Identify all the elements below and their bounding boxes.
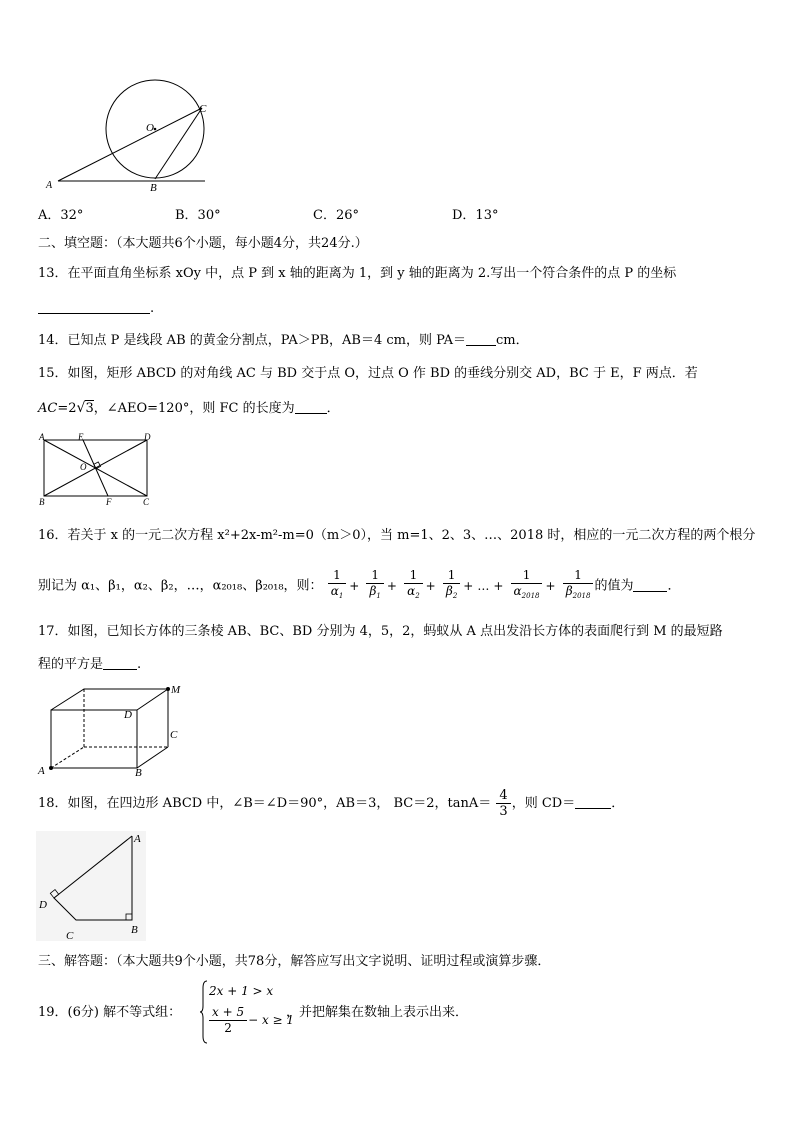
section-fill-in-title: 二、填空题：（本大题共6个小题，每小题4分，共24分.）	[38, 236, 368, 251]
label-b: B	[150, 182, 157, 194]
label-c: C	[143, 497, 150, 507]
rectangle-figure	[36, 430, 161, 510]
hidden-left-edge	[51, 747, 84, 768]
answer-blank	[38, 300, 150, 314]
question-13-answer-line: .	[38, 300, 154, 317]
label-a: A	[39, 432, 45, 442]
point-m	[166, 687, 170, 691]
fraction-alpha1: $\frac{1}{\alpha_1}$	[328, 568, 347, 604]
label-a: A	[134, 833, 141, 845]
fraction-x-plus-5: $\frac{x + 5}{2}$	[209, 1005, 247, 1036]
figure-background	[36, 831, 146, 941]
answer-blank	[466, 332, 496, 346]
question-17-line1: 17．如图，已知长方体的三条棱 AB、BC、BD 分别为 4，5，2，蚂蚁从 A 点出发沿长方体的表面爬行到 M 的最短路	[38, 624, 723, 639]
label-f: F	[106, 497, 112, 507]
cuboid-figure	[34, 680, 189, 780]
inequality-1: 2x + 1 > x	[209, 984, 274, 998]
label-c: C	[170, 729, 178, 741]
label-c: C	[199, 103, 207, 115]
option-b: B．30°	[175, 208, 221, 223]
question-18: 18．如图，在四边形 ABCD 中，∠B＝∠D＝90°，AB＝3， BC＝2，tanA＝ $\frac{4}{3}$ ，则 CD＝ ．	[38, 788, 625, 819]
option-d: D．13°	[452, 208, 499, 223]
chord-bc	[155, 108, 202, 179]
question-16-line1: 16．若关于 x 的一元二次方程 x²+2x-m²-m=0（m＞0），当 m=1、2、3、…、2018 时，相应的一元二次方程的两个根分	[38, 528, 756, 543]
label-c: C	[66, 930, 74, 942]
option-c: C．26°	[313, 208, 359, 223]
question-16-line2: 别记为 α₁、β₁，α₂、β₂，…，α₂₀₁₈、β₂₀₁₈，则： $\frac{1}{\alpha_1}$ + $\frac{1}{\beta_1}$ + $\frac{1}{\alpha_2}$ + $\frac{1}{\beta_2}$ + … + $\frac{1}{\alpha_{2018}}$ + $\frac{1}{\beta_{2018}}$ 的值为 ．	[38, 566, 680, 607]
label-a: A	[46, 180, 53, 191]
fraction-beta2: $\frac{1}{\beta_2}$	[443, 568, 460, 604]
question-14: 14．已知点 P 是线段 AB 的黄金分割点，PA＞PB，AB＝4 cm，则 PA＝ cm．	[38, 333, 529, 348]
fraction-alpha2018: $\frac{1}{\alpha_{2018}}$	[511, 568, 543, 604]
label-b: B	[131, 924, 138, 936]
label-e: E	[78, 432, 84, 442]
question-13: 13．在平面直角坐标系 xOy 中，点 P 到 x 轴的距离为 1，到 y 轴的距离为 2.写出一个符合条件的点 P 的坐标	[38, 266, 677, 281]
answer-blank	[295, 400, 327, 414]
answer-blank	[103, 656, 137, 670]
label-o: O	[146, 122, 154, 134]
question-19-tail: ，并把解集在数轴上表示出来．	[286, 1005, 469, 1020]
secant-ac	[58, 108, 202, 181]
label-b: B	[39, 497, 45, 507]
label-b: B	[135, 767, 142, 779]
answer-blank	[575, 795, 611, 809]
option-a: A．32°	[38, 208, 84, 223]
center-point	[154, 128, 157, 131]
label-d: D	[124, 709, 132, 721]
question-17-line2: 程的平方是 .	[38, 657, 142, 672]
question-15-line1: 15．如图，矩形 ABCD 的对角线 AC 与 BD 交于点 O，过点 O 作 BD 的垂线分别交 AD，BC 于 E，F 两点．若	[38, 366, 698, 381]
question-15-line2: AC=2√3，∠AEO=120°，则 FC 的长度为 ．	[38, 400, 340, 416]
top-face	[51, 689, 168, 710]
label-a: A	[38, 765, 45, 777]
fraction-beta2018: $\frac{1}{\beta_{2018}}$	[563, 568, 594, 604]
label-d: D	[39, 899, 47, 911]
answer-blank	[633, 578, 667, 592]
question-19-label: 19．(6分) 解不等式组：	[38, 1005, 182, 1020]
label-o: O	[80, 462, 87, 472]
fraction-alpha2: $\frac{1}{\alpha_2}$	[404, 568, 423, 604]
quadrilateral-figure	[34, 828, 149, 943]
label-m: M	[171, 684, 181, 696]
fraction-beta1: $\frac{1}{\beta_1}$	[366, 568, 383, 604]
point-a	[49, 766, 53, 770]
inequality-system	[200, 980, 295, 1046]
right-bottom-edge	[137, 747, 168, 768]
circle-tangent-figure	[40, 78, 220, 198]
section-solutions-title: 三、解答题：（本大题共9个小题，共78分，解答应写出文字说明、证明过程或演算步骤．	[38, 954, 551, 969]
fraction-tan-a: $\frac{4}{3}$	[496, 788, 510, 819]
left-brace	[200, 980, 208, 1044]
label-d: D	[144, 432, 151, 442]
inequality-2: $\frac{x + 5}{2}$ − x ≥ 1	[208, 1005, 294, 1036]
